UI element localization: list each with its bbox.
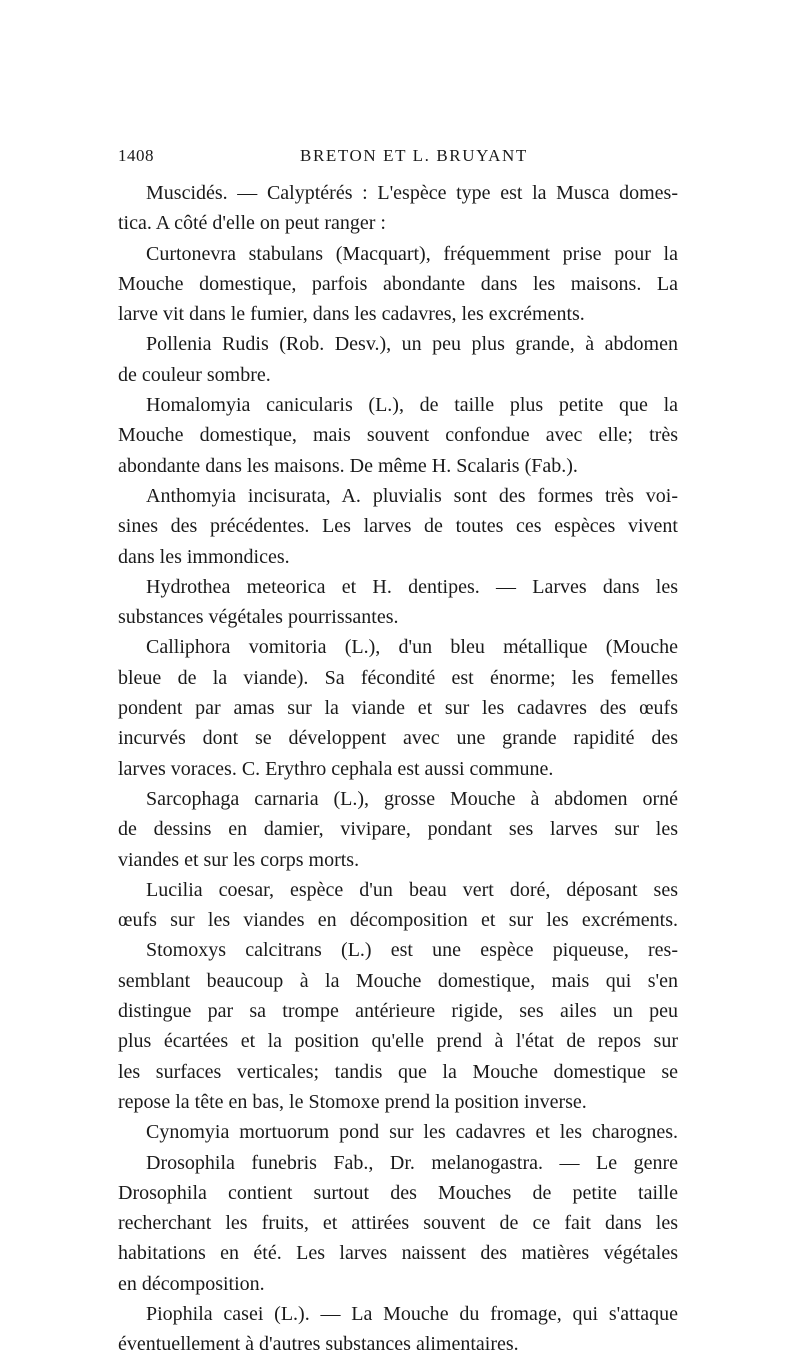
- text-line: distingue par sa trompe antérieure rigide, ses ailes un peu: [118, 1000, 678, 1023]
- text-line: sines des précédentes. Les larves de toutes ces espèces vivent: [118, 515, 678, 538]
- text-line: recherchant les fruits, et attirées souvent de ce fait dans les: [118, 1212, 678, 1235]
- text-line: dans les immondices.: [118, 545, 290, 568]
- text-line: en décomposition.: [118, 1272, 265, 1295]
- text-line: les surfaces verticales; tandis que la Mouche domestique se: [118, 1060, 678, 1083]
- text-line: abondante dans les maisons. De même H. Scalaris (Fab.).: [118, 454, 578, 477]
- text-line: Homalomyia canicularis (L.), de taille plus petite que la: [146, 394, 678, 417]
- text-line: semblant beaucoup à la Mouche domestique, mais qui s'en: [118, 969, 678, 992]
- text-line: de couleur sombre.: [118, 363, 271, 386]
- text-line: substances végétales pourrissantes.: [118, 606, 399, 629]
- running-head: BRETON ET L. BRUYANT: [300, 146, 528, 165]
- text-line: Anthomyia incisurata, A. pluvialis sont des formes très voi-: [146, 484, 678, 507]
- text-line: de dessins en damier, vivipare, pondant ses larves sur les: [118, 818, 678, 841]
- text-line: Sarcophaga carnaria (L.), grosse Mouche à abdomen orné: [146, 787, 678, 810]
- text-line: Mouche domestique, parfois abondante dans les maisons. La: [118, 272, 678, 295]
- text-line: éventuellement à d'autres substances alimentaires.: [118, 1333, 519, 1356]
- text-line: Muscidés. — Calyptérés : L'espèce type est la Musca domes-: [146, 182, 678, 204]
- text-line: incurvés dont se développent avec une grande rapidité des: [118, 727, 678, 750]
- text-line: Lucilia coesar, espèce d'un beau vert doré, déposant ses: [146, 878, 678, 901]
- text-line: larves voraces. C. Erythro cephala est aussi commune.: [118, 757, 554, 780]
- text-line: œufs sur les viandes en décomposition et sur les excréments.: [118, 909, 678, 932]
- body-text: [118, 178, 678, 1360]
- page-number: 1408: [118, 146, 154, 165]
- text-line: tica. A côté d'elle on peut ranger :: [118, 212, 386, 235]
- text-line: Calliphora vomitoria (L.), d'un bleu métallique (Mouche: [146, 636, 678, 659]
- text-line: viandes et sur les corps morts.: [118, 848, 360, 871]
- text-line: bleue de la viande). Sa fécondité est énorme; les femelles: [118, 666, 678, 689]
- text-line: Curtonevra stabulans (Macquart), fréquemment prise pour la: [146, 242, 678, 265]
- text-line: Mouche domestique, mais souvent confondue avec elle; très: [118, 424, 678, 447]
- text-line: Drosophila funebris Fab., Dr. melanogastra. — Le genre: [146, 1151, 678, 1174]
- text-line: repose la tête en bas, le Stomoxe prend la position inverse.: [118, 1090, 587, 1113]
- text-line: pondent par amas sur la viande et sur les cadavres des œufs: [118, 697, 678, 720]
- text-line: Cynomyia mortuorum pond sur les cadavres et les charognes.: [146, 1121, 678, 1144]
- text-line: Drosophila contient surtout des Mouches de petite taille: [118, 1181, 678, 1204]
- text-line: Hydrothea meteorica et H. dentipes. — Larves dans les: [146, 575, 678, 598]
- text-line: Stomoxys calcitrans (L.) est une espèce piqueuse, res-: [146, 939, 678, 962]
- page-header: [118, 146, 672, 172]
- text-line: Piophila casei (L.). — La Mouche du fromage, qui s'attaque: [146, 1302, 678, 1325]
- text-line: Pollenia Rudis (Rob. Desv.), un peu plus grande, à abdomen: [146, 333, 678, 356]
- text-line: larve vit dans le fumier, dans les cadavres, les excréments.: [118, 303, 585, 326]
- text-line: habitations en été. Les larves naissent des matières végétales: [118, 1242, 678, 1265]
- text-line: plus écartées et la position qu'elle prend à l'état de repos sur: [118, 1030, 678, 1053]
